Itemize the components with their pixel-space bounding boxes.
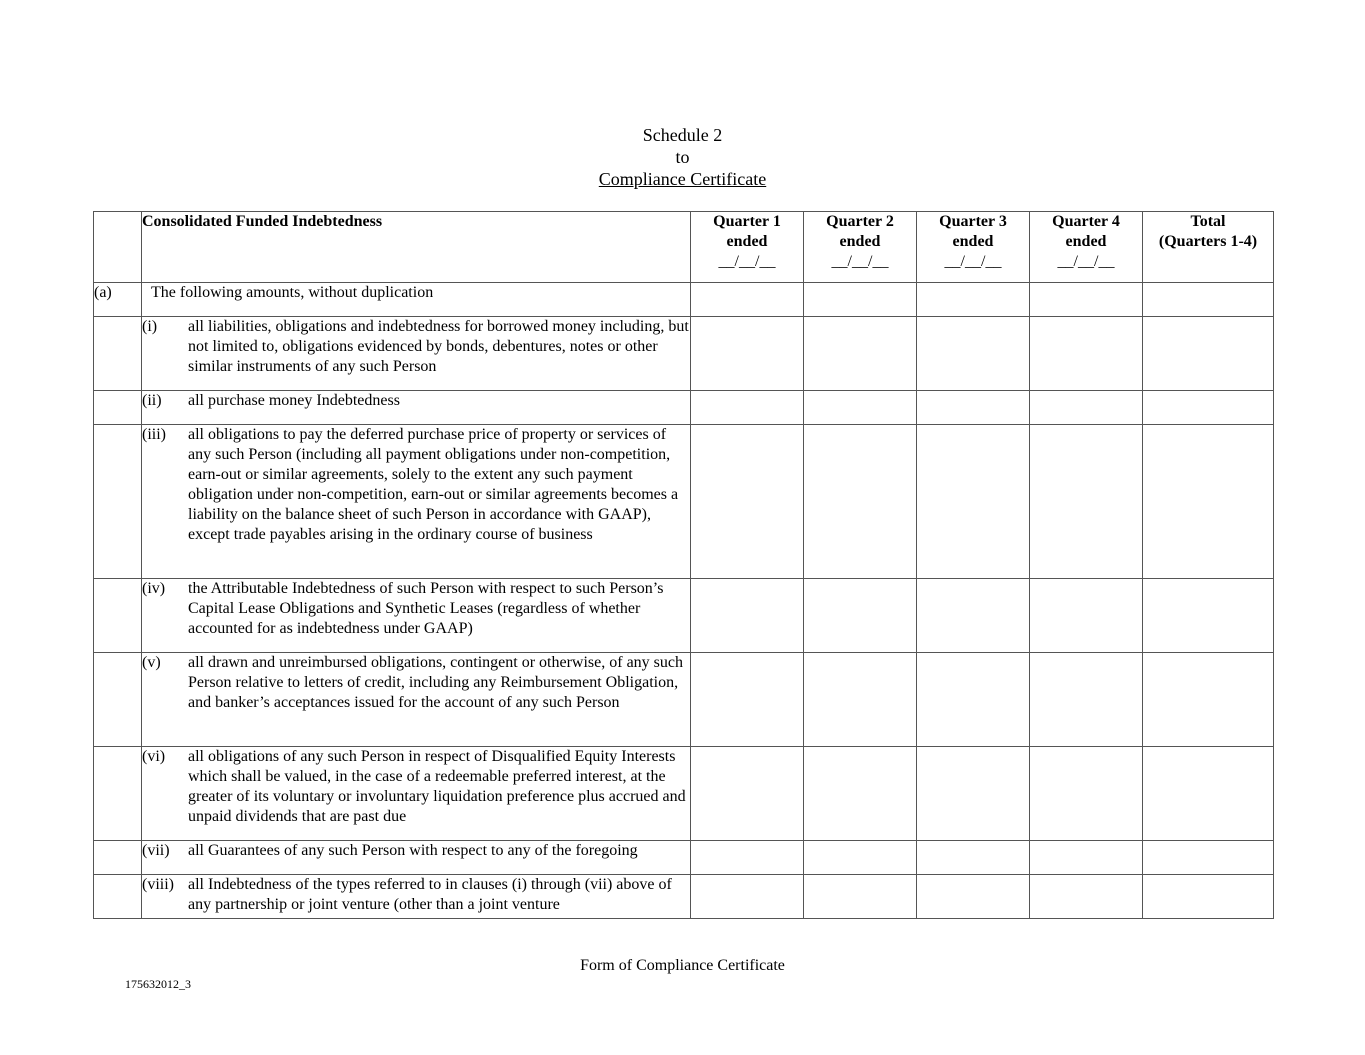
- item-number: (vii): [142, 842, 170, 859]
- value-cell: [691, 841, 804, 875]
- value-cell: [1143, 317, 1274, 391]
- section-a-text: The following amounts, without duplication: [142, 283, 691, 317]
- value-cell: [804, 875, 917, 919]
- value-cell: [1030, 653, 1143, 747]
- table-row: [94, 425, 1274, 579]
- header-quarter-2: Quarter 2 ended __/__/__: [804, 212, 917, 283]
- value-cell: [691, 391, 804, 425]
- header-row: [94, 212, 1274, 283]
- value-cell: [917, 579, 1030, 653]
- header-quarter-3: Quarter 3 ended __/__/__: [917, 212, 1030, 283]
- value-cell: [804, 841, 917, 875]
- section-a-row: [94, 283, 1274, 317]
- date-blank: __/__/__: [944, 253, 1002, 270]
- value-cell: [1143, 283, 1274, 317]
- table-row: [94, 391, 1274, 425]
- item-number: (ii): [142, 392, 162, 409]
- table-row: [94, 875, 1274, 919]
- value-cell: [917, 747, 1030, 841]
- schedule-title: Schedule 2: [642, 125, 723, 145]
- value-cell: [804, 317, 917, 391]
- value-cell: [1143, 579, 1274, 653]
- value-cell: [804, 283, 917, 317]
- date-blank: __/__/__: [718, 253, 776, 270]
- value-cell: [1030, 875, 1143, 919]
- value-cell: [691, 875, 804, 919]
- item-text: all Guarantees of any such Person with respect to any of the foregoing: [188, 842, 638, 859]
- value-cell: [1143, 425, 1274, 579]
- value-cell: [804, 579, 917, 653]
- header-blank-cell: [94, 212, 142, 283]
- item-text: all liabilities, obligations and indebtedness for borrowed money including, but not limited to, obligations evidenced by bonds, debentures, notes or other similar instruments of any such Person: [188, 318, 689, 375]
- table-row: [94, 841, 1274, 875]
- value-cell: [804, 747, 917, 841]
- value-cell: [1030, 425, 1143, 579]
- value-cell: [1030, 841, 1143, 875]
- table-row: [94, 653, 1274, 747]
- header-description: Consolidated Funded Indebtedness: [142, 212, 691, 283]
- item-number: (i): [142, 318, 158, 335]
- value-cell: [804, 391, 917, 425]
- schedule-heading: [0, 124, 1365, 190]
- value-cell: [917, 653, 1030, 747]
- value-cell: [917, 283, 1030, 317]
- value-cell: [691, 653, 804, 747]
- item-text: all purchase money Indebtedness: [188, 392, 400, 409]
- value-cell: [1030, 579, 1143, 653]
- item-number: (viii): [142, 876, 174, 893]
- value-cell: [917, 425, 1030, 579]
- item-number: (iv): [142, 580, 166, 597]
- schedule-to: to: [675, 147, 690, 167]
- value-cell: [691, 317, 804, 391]
- value-cell: [1143, 747, 1274, 841]
- item-text: the Attributable Indebtedness of such Person with respect to such Person’s Capital Lease Obligations and Synthetic Leases (regardless of whether accounted for as indebtedness under GAAP): [188, 580, 664, 637]
- table-row: [94, 747, 1274, 841]
- value-cell: [1143, 875, 1274, 919]
- value-cell: [804, 653, 917, 747]
- value-cell: [1143, 653, 1274, 747]
- value-cell: [917, 391, 1030, 425]
- value-cell: [917, 875, 1030, 919]
- item-number: (vi): [142, 748, 166, 765]
- value-cell: [1143, 841, 1274, 875]
- value-cell: [691, 425, 804, 579]
- header-quarter-4: Quarter 4 ended __/__/__: [1030, 212, 1143, 283]
- value-cell: [1030, 391, 1143, 425]
- item-text: all obligations of any such Person in respect of Disqualified Equity Interests which shall be valued, in the case of a redeemable preferred interest, at the greater of its voluntary or involuntary liquidation preference plus accrued and unpaid dividends that are past due: [188, 748, 686, 825]
- section-a-label: (a): [94, 283, 142, 317]
- item-text: all drawn and unreimbursed obligations, contingent or otherwise, of any such Person relative to letters of credit, including any Reimbursement Obligation, and banker’s acceptances issued for the account of any such Person: [188, 654, 683, 711]
- value-cell: [691, 283, 804, 317]
- value-cell: [1030, 317, 1143, 391]
- item-text: all Indebtedness of the types referred to in clauses (i) through (vii) above of any partnership or joint venture (other than a joint venture: [188, 876, 672, 913]
- indebtedness-table: [93, 211, 1274, 919]
- table-row: [94, 579, 1274, 653]
- document-id: 175632012_3: [125, 977, 191, 991]
- value-cell: [1030, 283, 1143, 317]
- value-cell: [917, 317, 1030, 391]
- date-blank: __/__/__: [831, 253, 889, 270]
- table-row: [94, 317, 1274, 391]
- date-blank: __/__/__: [1057, 253, 1115, 270]
- item-number: (iii): [142, 426, 166, 443]
- certificate-title: Compliance Certificate: [598, 169, 767, 189]
- value-cell: [1143, 391, 1274, 425]
- value-cell: [1030, 747, 1143, 841]
- value-cell: [804, 425, 917, 579]
- value-cell: [691, 579, 804, 653]
- item-text: all obligations to pay the deferred purchase price of property or services of any such Person (including all payment obligations under non-competition, earn-out or similar agreements, solely to the extent any such payment obligation under non-competition, earn-out or similar agreements becomes a liability on the balance sheet of such Person in accordance with GAAP), except trade payables arising in the ordinary course of business: [188, 426, 679, 543]
- value-cell: [917, 841, 1030, 875]
- value-cell: [691, 747, 804, 841]
- page-footer: Form of Compliance Certificate: [580, 957, 785, 974]
- item-number: (v): [142, 654, 161, 671]
- header-quarter-1: Quarter 1 ended __/__/__: [691, 212, 804, 283]
- header-total: Total (Quarters 1-4): [1143, 212, 1274, 283]
